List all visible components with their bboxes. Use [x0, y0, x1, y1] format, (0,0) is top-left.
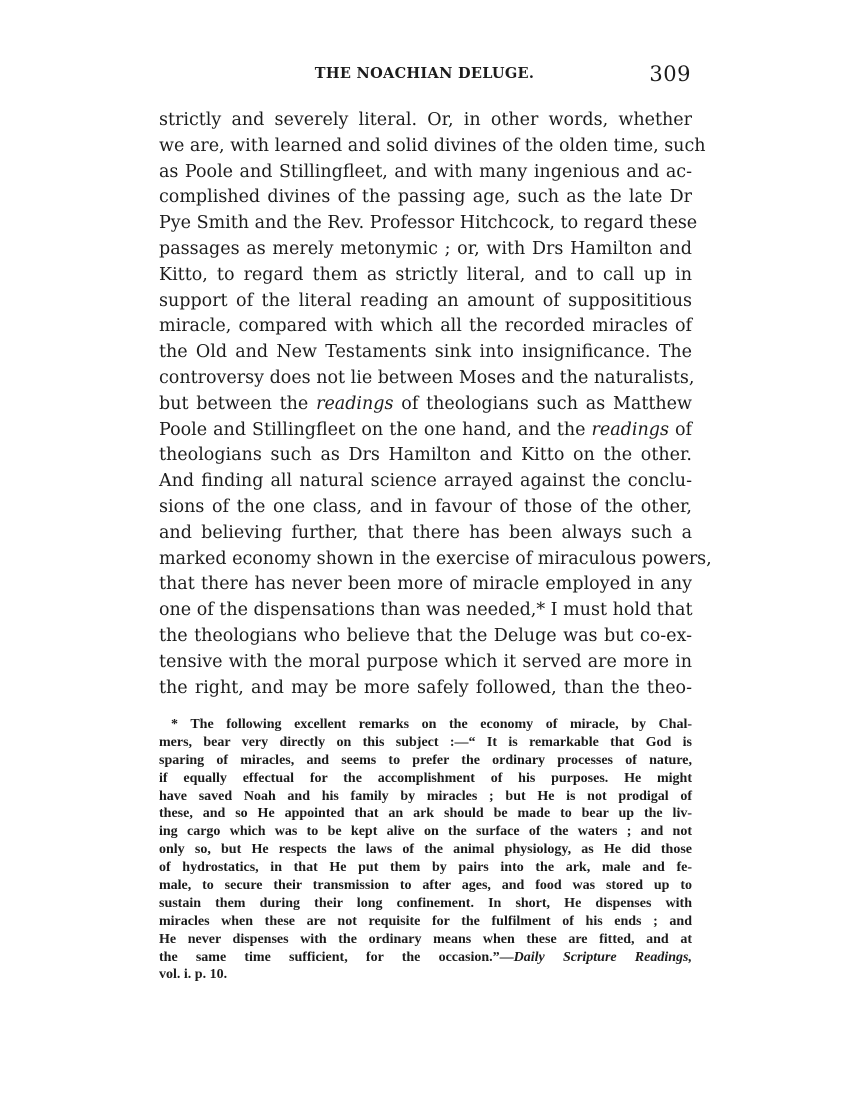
- body-line: [159, 521, 692, 547]
- text-run: * The following excellent remarks on the economy of miracle, by Chal-: [171, 717, 692, 732]
- text-run: of: [668, 419, 692, 440]
- text-run: support of the literal reading an amount of supposititious: [159, 290, 692, 311]
- text-run: ing cargo which was to be kept alive on the surface of the waters ; and not: [159, 824, 692, 840]
- body-line: [159, 392, 692, 418]
- text-run: sparing of miracles, and seems to prefer the ordinary processes of nature,: [159, 752, 692, 768]
- text-run: of theologians such as Matthew: [393, 393, 692, 414]
- text-run: Kitto, to regard them as strictly literal, and to call up in: [159, 264, 692, 285]
- text-run: and believing further, that there has been always such a: [159, 522, 692, 543]
- text-run: He never dispenses with the ordinary means when these are fitted, and at: [159, 931, 692, 947]
- footnote-line: [159, 805, 692, 823]
- page-number: 309: [649, 62, 691, 86]
- text-run: if equally effectual for the accomplishment of his purposes. He might: [159, 770, 692, 786]
- text-run: only so, but He respects the laws of the animal physiology, as He did those: [159, 842, 692, 858]
- text-run: male, to secure their transmission to after ages, and food was stored up to: [159, 878, 692, 894]
- body-line: [159, 134, 706, 160]
- text-run: marked economy shown in the exercise of miraculous powers,: [159, 548, 712, 569]
- footnote-line: [159, 877, 692, 895]
- footnote: [159, 716, 692, 984]
- body-line: [159, 676, 692, 702]
- body-line: [159, 108, 692, 134]
- running-title: THE NOACHIAN DELUGE.: [314, 65, 535, 82]
- text-run: we are, with learned and solid divines of the olden time, such: [159, 135, 706, 156]
- body-line: [159, 418, 692, 444]
- body-line: [159, 211, 698, 237]
- italic-text: readings: [316, 393, 394, 414]
- body-text: [159, 108, 712, 701]
- body-line: [159, 263, 692, 289]
- body-line: [159, 624, 692, 650]
- footnote-line: [159, 841, 692, 859]
- text-run: controversy does not lie between Moses and the naturalists,: [159, 367, 695, 388]
- body-line: [159, 495, 692, 521]
- body-line: [159, 598, 692, 624]
- italic-text: Daily Scripture Readings,: [513, 949, 692, 965]
- text-run: vol. i. p. 10.: [159, 967, 228, 983]
- text-run: mers, bear very directly on this subject :—“ It is remarkable that God is: [159, 734, 692, 750]
- text-run: the theologians who believe that the Deluge was but co-ex-: [159, 625, 692, 646]
- body-line: [159, 289, 692, 315]
- body-line: [159, 185, 692, 211]
- text-run: of hydrostatics, in that He put them by pairs into the ark, male and fe-: [159, 860, 692, 876]
- footnote-line: [159, 770, 692, 788]
- text-run: sustain them during their long confinement. In short, He dispenses with: [159, 895, 692, 911]
- text-run: passages as merely metonymic ; or, with Drs Hamilton and: [159, 238, 692, 259]
- text-run: Pye Smith and the Rev. Professor Hitchcock, to regard these: [159, 213, 698, 234]
- text-run: And finding all natural science arrayed against the conclu-: [159, 471, 692, 492]
- text-run: strictly and severely literal. Or, in other words, whether: [159, 110, 692, 130]
- text-run: that there has never been more of miracle employed in any: [159, 574, 692, 595]
- italic-text: readings: [591, 419, 669, 440]
- body-line: [159, 547, 712, 573]
- footnote-line: [159, 859, 692, 877]
- footnote-line: [159, 716, 692, 734]
- body-line: [159, 314, 692, 340]
- footnote-line: [159, 788, 692, 806]
- text-run: Poole and Stillingfleet on the one hand, and the: [159, 419, 592, 440]
- text-run: have saved Noah and his family by miracles ; but He is not prodigal of: [159, 788, 692, 804]
- footnote-line: [159, 752, 692, 770]
- footnote-line: [159, 823, 692, 841]
- footnote-line: [159, 931, 692, 949]
- text-run: but between the: [159, 393, 317, 414]
- text-run: tensive with the moral purpose which it served are more in: [159, 651, 692, 672]
- text-run: sions of the one class, and in favour of those of the other,: [159, 496, 692, 517]
- text-run: complished divines of the passing age, such as the late Dr: [159, 187, 692, 208]
- text-run: these, and so He appointed that an ark should be made to bear up the liv-: [159, 806, 692, 822]
- body-line: [159, 650, 692, 676]
- running-head: [158, 62, 691, 92]
- footnote-line: [159, 895, 692, 913]
- footnote-line: [159, 734, 692, 752]
- body-line: [159, 340, 692, 366]
- body-line: [159, 443, 692, 469]
- text-run: theologians such as Drs Hamilton and Kitto on the other.: [159, 445, 692, 466]
- text-run: one of the dispensations than was needed,* I must hold that: [159, 600, 693, 621]
- text-run: miracles when these are not requisite for the fulfilment of his ends ; and: [159, 913, 692, 929]
- body-line: [159, 366, 695, 392]
- footnote-line: [159, 966, 692, 984]
- body-line: [159, 160, 692, 186]
- text-run: as Poole and Stillingfleet, and with many ingenious and ac-: [159, 161, 692, 182]
- footnote-line: [159, 949, 692, 967]
- text-run: the same time sufficient, for the occasion.”—: [159, 949, 514, 965]
- text-run: miracle, compared with which all the recorded miracles of: [159, 316, 692, 337]
- text-run: the Old and New Testaments sink into insignificance. The: [159, 342, 692, 363]
- body-line: [159, 237, 692, 263]
- body-line: [159, 469, 692, 495]
- text-run: the right, and may be more safely followed, than the theo-: [159, 677, 692, 698]
- footnote-line: [159, 913, 692, 931]
- body-line: [159, 572, 692, 598]
